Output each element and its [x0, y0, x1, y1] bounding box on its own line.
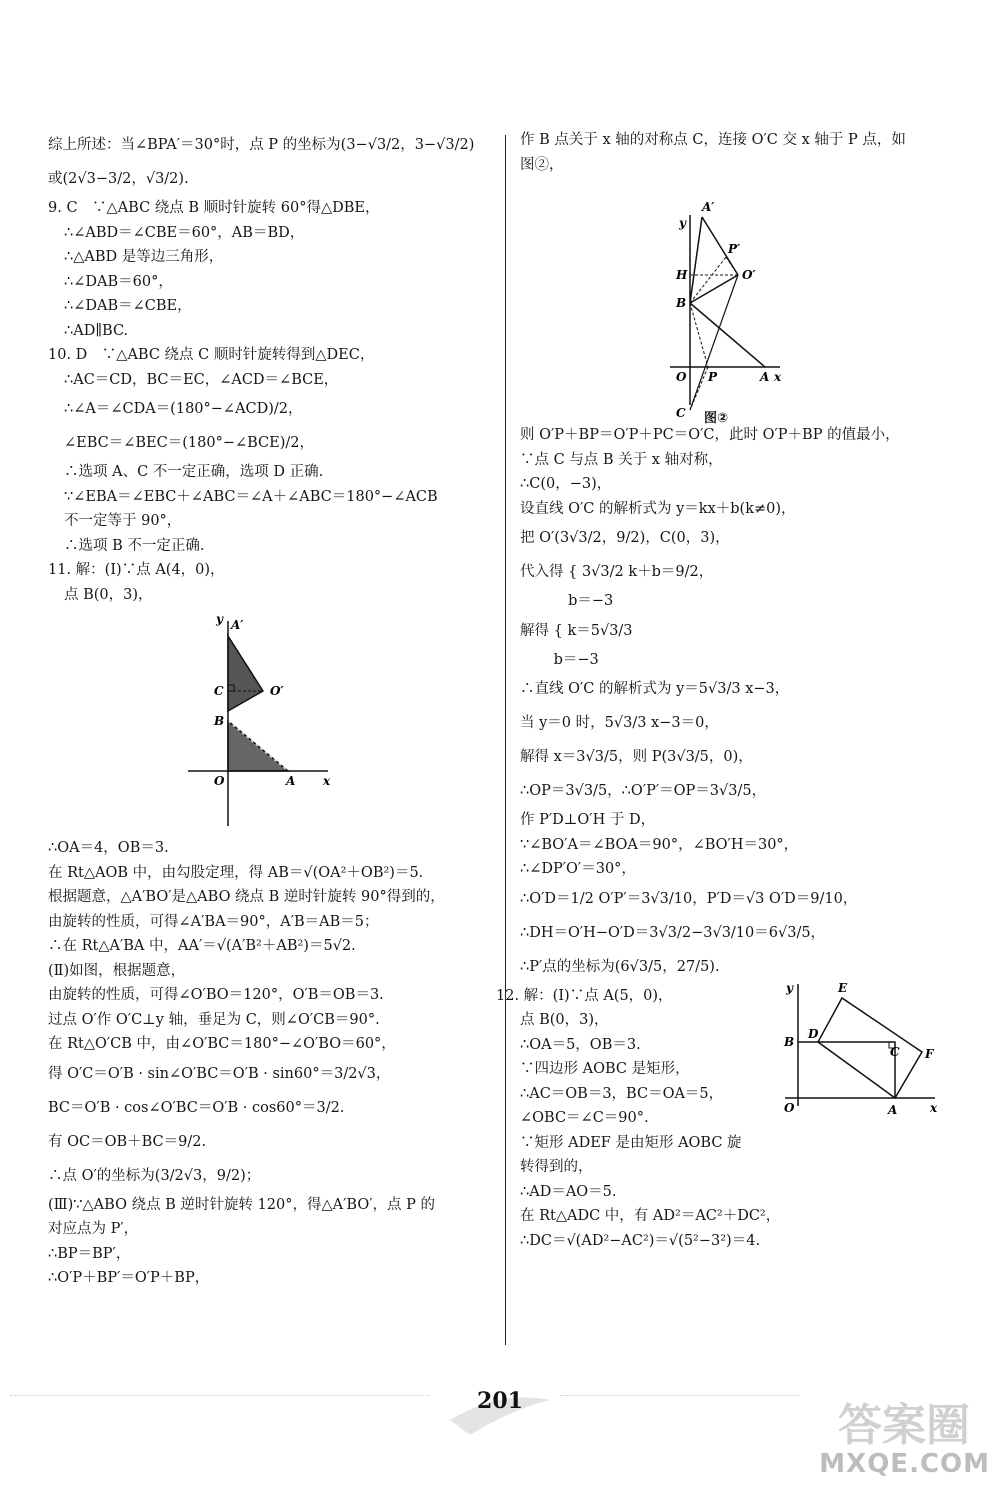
text-line: 10. D ∵△ABC 绕点 C 顺时针旋转得到△DEC，	[48, 347, 375, 363]
label-b: B	[676, 296, 687, 310]
label-c: C	[214, 684, 224, 698]
label-p-prime: P′	[728, 242, 741, 256]
text-line: ∴O′D＝1/2 O′P′＝3√3/10，P′D＝√3 O′D＝9/10，	[520, 890, 858, 907]
label-d: D	[808, 1026, 819, 1041]
text-line: ∴∠A＝∠CDA＝(180°−∠ACD)/2，	[64, 401, 303, 417]
seg-oprime-c	[690, 275, 738, 410]
text-line: ∴AC＝CD，BC＝EC，∠ACD＝∠BCE，	[64, 371, 339, 388]
dash-b-p	[690, 303, 708, 367]
figure-3	[770, 976, 945, 1126]
left-column	[48, 128, 488, 1291]
text-line: (Ⅱ)如图，根据题意，	[48, 962, 186, 979]
watermark-logo	[780, 1389, 990, 1479]
text-line: ∵矩形 ADEF 是由矩形 AOBC 旋	[520, 1134, 742, 1151]
text-line: 在 Rt△O′CB 中，由∠O′BC＝180°−∠O′BO＝60°，	[48, 1036, 396, 1052]
label-o: O	[676, 370, 687, 384]
label-x: x	[930, 1100, 938, 1115]
text-line: ∴OA＝5，OB＝3.	[520, 1036, 641, 1053]
text-line: 转得到的，	[520, 1159, 593, 1175]
text-line: 点 B(0，3)，	[64, 586, 153, 603]
text-line: ∴OA＝4，OB＝3.	[48, 840, 169, 856]
text-line: ∴C(0，−3)，	[520, 476, 612, 492]
text-line: 则 O′P＋BP＝O′P＋PC＝O′C，此时 O′P＋BP 的值最小，	[520, 427, 900, 443]
label-o: O	[784, 1100, 795, 1115]
text-line: ∠EBC＝∠BEC＝(180°−∠BCE)/2，	[64, 435, 314, 451]
text-line: ∴BP＝BP′，	[48, 1245, 131, 1262]
text-line: ∴DH＝O′H−O′D＝3√3/2−3√3/10＝6√3/5，	[520, 924, 826, 941]
label-a: A	[760, 370, 770, 384]
label-e: E	[838, 980, 848, 995]
text-line: ∴OP＝3√3/5，∴O′P′＝OP＝3√3/5，	[520, 783, 767, 799]
text-line: 不一定等于 90°，	[64, 513, 182, 529]
text-line: 解得 { k＝5√3/3	[520, 622, 633, 639]
text-line: 对应点为 P′，	[48, 1221, 139, 1237]
text-line: ∴DC＝√(AD²−AC²)＝√(5²−3²)＝4.	[520, 1232, 761, 1249]
label-b: B	[214, 714, 225, 728]
label-x: x	[323, 774, 331, 788]
text-line: 作 B 点关于 x 轴的对称点 C，连接 O′C 交 x 轴于 P 点，如	[520, 132, 906, 148]
text-line: 点 B(0，3)，	[520, 1012, 609, 1028]
label-a: A	[286, 774, 296, 788]
text-line: ∴在 Rt△A′BA 中，AA′＝√(A′B²＋AB²)＝5√2.	[48, 938, 356, 954]
watermark-url: MXQE.COM	[819, 1449, 990, 1479]
text-line: ∴∠DP′O′＝30°，	[520, 861, 636, 877]
text-line: ∴选项 A、C 不一定正确，选项 D 正确.	[64, 464, 324, 480]
label-x: x	[774, 370, 782, 384]
text-line: ∵点 C 与点 B 关于 x 轴对称，	[520, 451, 723, 468]
text-line: 得 O′C＝O′B · sin∠O′BC＝O′B · sin60°＝3/2√3，	[48, 1065, 391, 1082]
text-line: 11. 解：(Ⅰ)∵点 A(4，0)，	[48, 562, 225, 578]
text-line: ∴AD＝AO＝5.	[520, 1183, 617, 1200]
figure-caption: 图②	[704, 411, 729, 426]
text-line: 图②，	[520, 156, 564, 173]
text-line: 当 y＝0 时，5√3/3 x−3＝0，	[520, 715, 719, 731]
label-a-prime: A′	[231, 618, 244, 632]
text-line: 综上所述：当∠BPA′＝30°时，点 P 的坐标为(3−√3/2，3−√3/2)	[48, 137, 475, 153]
label-c: C	[676, 406, 686, 420]
text-line: 设直线 O′C 的解析式为 y＝kx＋b(k≠0)，	[520, 500, 796, 517]
label-a-prime: A′	[702, 200, 715, 214]
seg-b-a	[690, 303, 765, 367]
text-line: ∴△ABD 是等边三角形，	[64, 249, 224, 265]
page-number: 201	[477, 1388, 523, 1414]
text-line: 9. C ∵△ABC 绕点 B 顺时针旋转 60°得△DBE，	[48, 200, 380, 216]
text-line: 在 Rt△ADC 中，有 AD²＝AC²＋DC²，	[520, 1208, 781, 1224]
text-line: 在 Rt△AOB 中，由勾股定理，得 AB＝√(OA²＋OB²)＝5.	[48, 864, 424, 881]
text-line: ∴∠ABD＝∠CBE＝60°，AB＝BD，	[64, 224, 305, 241]
column-divider	[505, 135, 506, 1345]
label-a: A	[888, 1102, 898, 1117]
text-line: 解得 x＝3√3/5，则 P(3√3/5，0)，	[520, 749, 753, 765]
text-line: BC＝O′B · cos∠O′BC＝O′B · cos60°＝3/2.	[48, 1099, 345, 1116]
text-line: ∴选项 B 不一定正确.	[64, 537, 205, 554]
problem-12-block	[496, 980, 960, 1254]
text-line: 由旋转的性质，可得∠A′BA＝90°，A′B＝AB＝5；	[48, 913, 379, 930]
label-p: P	[708, 370, 718, 384]
text-line: ∵∠BO′A＝∠BOA＝90°，∠BO′H＝30°，	[520, 836, 799, 853]
figure-2	[660, 185, 960, 426]
right-column	[496, 128, 960, 1253]
label-y: y	[679, 216, 686, 230]
label-y: y	[216, 612, 223, 626]
text-line: b＝−3	[520, 593, 614, 609]
text-line: ∴P′点的坐标为(6√3/5，27/5).	[520, 958, 720, 975]
shaded-triangle-top	[228, 636, 263, 711]
text-line: (Ⅲ)∵△ABO 绕点 B 逆时针旋转 120°，得△A′BO′，点 P 的	[48, 1196, 435, 1213]
text-line: 过点 O′作 O′C⊥y 轴，垂足为 C，则∠O′CB＝90°.	[48, 1011, 380, 1028]
text-line: b＝−3	[520, 651, 599, 668]
text-line: ∴∠DAB＝∠CBE，	[64, 298, 192, 314]
label-y: y	[786, 980, 793, 995]
label-b: B	[784, 1034, 795, 1049]
text-line: 作 P′D⊥O′H 于 D，	[520, 812, 656, 828]
label-o-prime: O′	[270, 684, 284, 698]
text-line: 根据题意，△A′BO′是△ABO 绕点 B 逆时针旋转 90°得到的，	[48, 889, 445, 905]
seg-b-oprime	[690, 275, 738, 303]
text-line: 或(2√3−3/2，√3/2).	[48, 171, 189, 187]
text-line: 由旋转的性质，可得∠O′BO＝120°，O′B＝OB＝3.	[48, 987, 384, 1003]
text-line: 有 OC＝OB＋BC＝9/2.	[48, 1133, 207, 1150]
label-h: H	[676, 268, 688, 282]
label-o-prime: O′	[742, 268, 756, 282]
figure-rotation-1	[178, 611, 488, 836]
text-line: ∴直线 O′C 的解析式为 y＝5√3/3 x−3，	[520, 681, 790, 697]
rect-adef	[818, 998, 922, 1098]
watermark-cn: 答案圈	[838, 1400, 970, 1451]
text-line: ∴AD∥BC.	[64, 322, 129, 339]
text-line: ∠OBC＝∠C＝90°.	[520, 1110, 649, 1126]
text-line: ∵四边形 AOBC 是矩形，	[520, 1061, 690, 1077]
text-line: ∴AC＝OB＝3，BC＝OA＝5，	[520, 1085, 724, 1102]
rect-aobc	[798, 1042, 895, 1098]
label-f: F	[925, 1046, 934, 1061]
text-line: 把 O′(3√3/2，9/2)，C(0，3)，	[520, 530, 730, 546]
text-line: ∴O′P＋BP′＝O′P＋BP，	[48, 1270, 210, 1286]
text-line: ∴点 O′的坐标为(3/2√3，9/2)；	[48, 1167, 261, 1184]
text-line: ∴∠DAB＝60°，	[64, 273, 173, 290]
label-o: O	[214, 774, 225, 788]
text-line: 12. 解：(Ⅰ)∵点 A(5，0)，	[496, 987, 673, 1004]
label-c: C	[890, 1044, 900, 1059]
text-line: 代入得 { 3√3/2 k＋b＝9/2，	[520, 564, 714, 580]
text-line: ∵∠EBA＝∠EBC＋∠ABC＝∠A＋∠ABC＝180°−∠ACB	[64, 488, 438, 505]
